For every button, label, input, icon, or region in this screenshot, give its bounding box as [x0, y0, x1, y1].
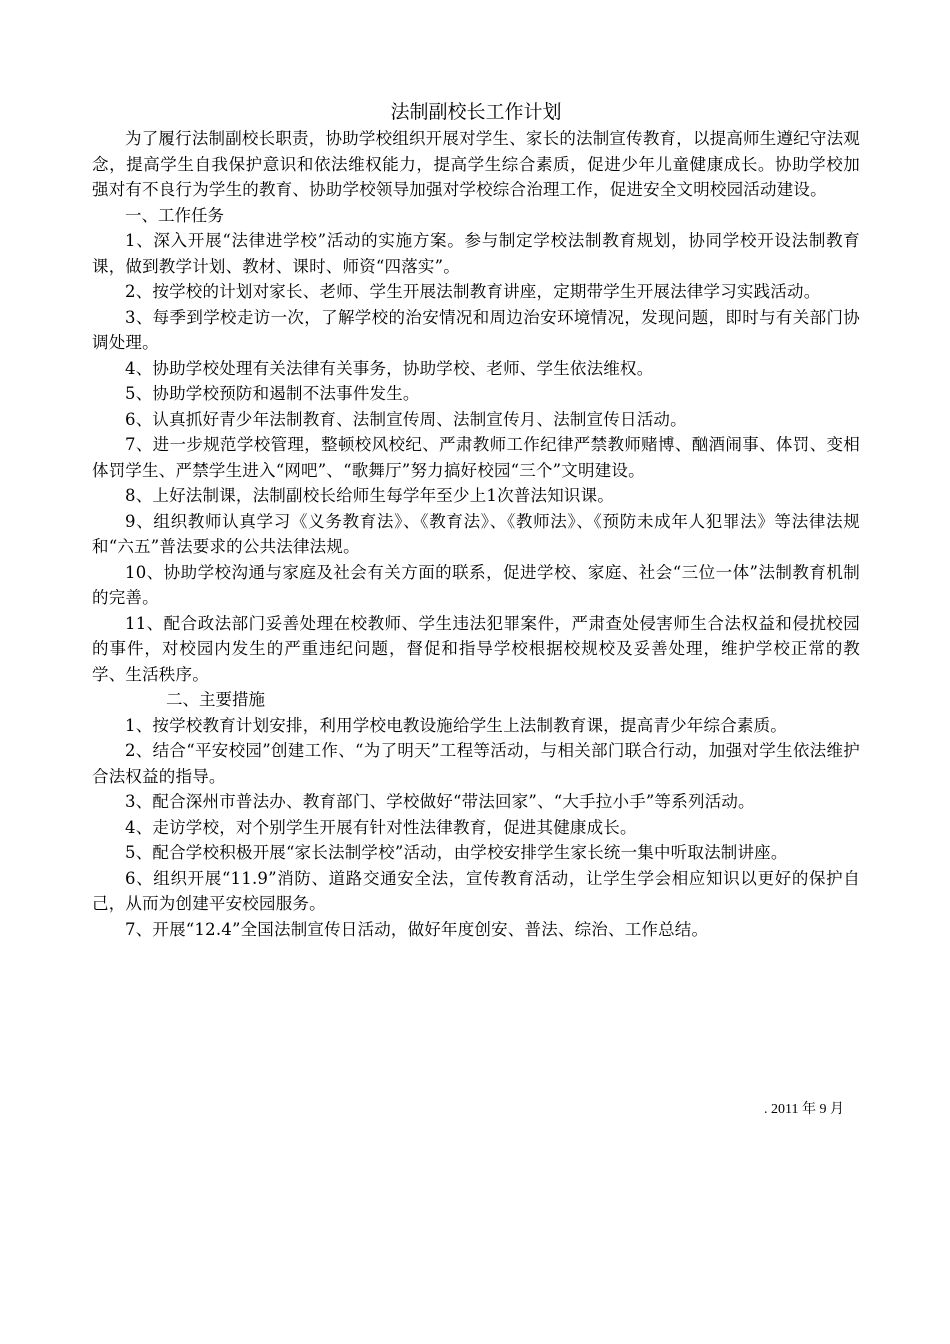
measure-item: 1、按学校教育计划安排，利用学校电教设施给学生上法制教育课，提高青少年综合素质。 — [125, 715, 787, 735]
task-item: 11、配合政法部门妥善处理在校教师、学生违法犯罪案件，严肃查处侵害师生合法权益和侵扰校园的事件，对校园内发生的严重违纪问题，督促和指导学校根据校规校及妥善处理，维护学校正常的教学、生活秩序。 — [92, 613, 860, 684]
task-item: 9、组织教师认真学习《义务教育法》、《教育法》、《教师法》、《预防未成年人犯罪法》等法律法规和“六五”普法要求的公共法律法规。 — [92, 511, 860, 556]
task-item: 8、上好法制课，法制副校长给师生每学年至少上1次普法知识课。 — [125, 486, 614, 505]
intro-paragraph: 为了履行法制副校长职责，协助学校组织开展对学生、家长的法制宣传教育，以提高师生遵纪守法观念，提高学生自我保护意识和依法维权能力，提高学生综合素质，促进少年儿童健康成长。协助学校加强对有不良行为学生的教育、协助学校领导加强对学校综合治理工作，促进安全文明校园活动建设。 — [92, 129, 860, 199]
document-date: . 2011 年 9 月 — [764, 1102, 844, 1117]
task-item: 4、协助学校处理有关法律有关事务，协助学校、老师、学生依法维权。 — [125, 358, 654, 378]
measure-list — [92, 713, 860, 943]
section-heading-tasks: 一、工作任务 — [125, 205, 224, 225]
measure-item: 3、配合深州市普法办、教育部门、学校做好“带法回家”、“大手拉小手”等系列活动。 — [125, 792, 755, 811]
task-item: 6、认真抓好青少年法制教育、法制宣传周、法制宣传月、法制宣传日活动。 — [125, 409, 687, 429]
measure-item: 7、开展“12.4”全国法制宣传日活动，做好年度创安、普法、综治、工作总结。 — [125, 919, 709, 939]
task-item: 1、深入开展“法律进学校”活动的实施方案。参与制定学校法制教育规划，协同学校开设法制教育课，做到教学计划、教材、课时、师资“四落实”。 — [92, 231, 860, 276]
task-item: 3、每季到学校走访一次，了解学校的治安情况和周边治安环境情况，发现问题，即时与有关部门协调处理。 — [92, 307, 860, 352]
task-list — [92, 228, 860, 687]
document-title: 法制副校长工作计划 — [390, 101, 562, 123]
measure-item: 2、结合“平安校园”创建工作、“为了明天”工程等活动，与相关部门联合行动，加强对学生依法维护合法权益的指导。 — [92, 741, 860, 786]
section-heading-measures: 二、主要措施 — [166, 690, 265, 709]
task-item: 10、协助学校沟通与家庭及社会有关方面的联系，促进学校、家庭、社会“三位一体”法制教育机制的完善。 — [92, 562, 860, 607]
task-item: 5、协助学校预防和遏制不法事件发生。 — [125, 384, 420, 403]
task-item: 2、按学校的计划对家长、老师、学生开展法制教育讲座，定期带学生开展法律学习实践活动。 — [125, 282, 821, 301]
measure-item: 6、组织开展“11.9”消防、道路交通安全法，宣传教育活动，让学生学会相应知识以更好的保护自己，从而为创建平安校园服务。 — [92, 868, 860, 913]
task-item: 7、进一步规范学校管理，整顿校风校纪、严肃教师工作纪律严禁教师赌博、酗酒闹事、体罚、变相体罚学生、严禁学生进入“网吧”、“歌舞厅”努力搞好校园“三个”文明建设。 — [92, 435, 860, 480]
document-body — [92, 98, 860, 942]
measure-item: 4、走访学校，对个别学生开展有针对性法律教育，促进其健康成长。 — [125, 817, 637, 837]
measure-item: 5、配合学校积极开展“家长法制学校”活动，由学校安排学生家长统一集中听取法制讲座。 — [125, 843, 788, 862]
